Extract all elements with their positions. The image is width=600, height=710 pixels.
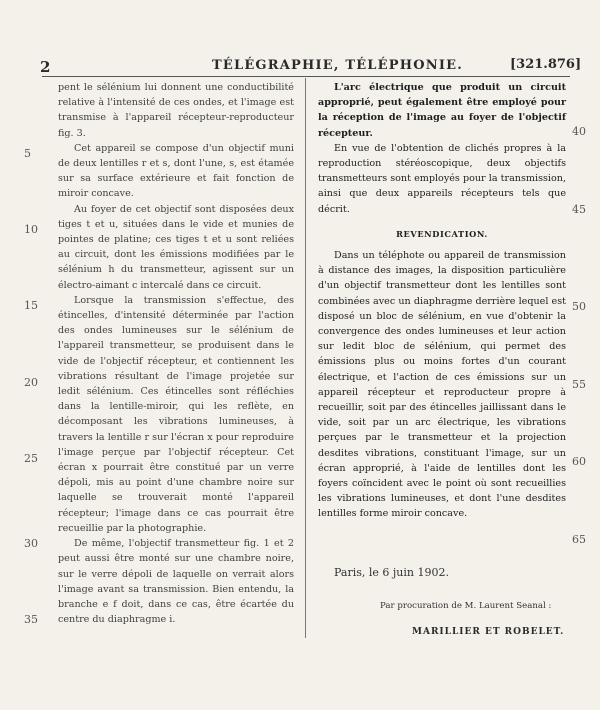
left-paragraph-1: pent le sélénium lui donnent une conductibilité relative à l'intensité de ces ondes, et l'image est transmise à l'appareil récepteur-reproducteur fig. 3.: [58, 82, 294, 139]
line-number: 25: [24, 452, 38, 465]
line-number: 10: [24, 223, 38, 236]
right-paragraph-2: En vue de l'obtention de clichés propres à la reproduction stéréoscopique, deux objectifs transmetteurs sont employés pour la transmission, ainsi que deux appareils récepteurs tels que décrit.: [318, 142, 566, 215]
left-paragraph-4: Lorsque la transmission s'effectue, des étincelles, d'intensité déterminée par l'action des ondes lumineuses sur le sélénium de l'appareil transmetteur, se produisent dans le vide de l'objectif récepteur, et contiennent les vibrations résultant de l'image projetée sur ledit sélénium. Ces étincelles sont réfléchies dans la lentille-miroir, qui les reflète, en décomposant les vibrations lumineuses, à travers la lentille r sur l'écran x pour reproduire l'image perçue par l'objectif récepteur. Cet écran x pourrait être constitué par un verre dépoli, mis au point d'une chambre noire sur laquelle se trouverait monté l'appareil récepteur; l'image dans ce cas pourrait être recueillie par la photographie.: [58, 294, 294, 534]
line-number: 20: [24, 376, 38, 389]
line-number: 45: [572, 203, 586, 216]
right-paragraph-1: L'arc électrique que produit un circuit approprié, peut également être employé pour la réception de l'image au foyer de l'objectif récepteur.: [318, 82, 566, 139]
signature-date: Paris, le 6 juin 1902.: [334, 566, 449, 579]
claim-text: Dans un téléphote ou appareil de transmission à distance des images, la disposition particulière d'un objectif transmetteur dont les lentilles sont combinées avec un diaphragme derrière lequel est disposé un bloc de sélénium, en vue d'obtenir la convergence des ondes lumineuses et leur action sur ledit bloc de sélénium, qui permet des émissions plus ou moins fortes d'un courant électrique, et l'action de ces émissions sur un appareil récepteur et reproducteur propre à recueillir, soit par des étincelles jaillissant dans le vide, soit par un arc électrique, les vibrations perçues par le transmetteur et la projection desdites vibrations, constituant l'image, sur un écran approprié, à l'aide de lentilles dont les foyers coïncident avec le point où sont recueillies les vibrations lumineuses, et dont l'une desdites lentilles forme miroir concave.: [318, 250, 566, 520]
column-divider: [305, 78, 306, 638]
signers: MARILLIER ET ROBELET.: [412, 627, 565, 637]
line-number: 65: [572, 533, 586, 546]
left-column: [58, 80, 294, 627]
proxy-line: Par procuration de M. Laurent Seanal :: [380, 601, 552, 611]
line-number: 15: [24, 299, 38, 312]
line-number: 30: [24, 537, 38, 550]
line-number: 60: [572, 455, 586, 468]
line-number: 50: [572, 300, 586, 313]
line-number: 55: [572, 378, 586, 391]
left-paragraph-5: De même, l'objectif transmetteur fig. 1 et 2 peut aussi être monté sur une chambre noire, sur le verre dépoli de laquelle on verrait alors l'image avant sa transmission. Bien entendu, la branche e f doit, dans ce cas, être écartée du centre du diaphragme i.: [58, 538, 294, 626]
line-number: 5: [24, 147, 31, 160]
line-number: 40: [572, 125, 586, 138]
patent-number: [321.876]: [510, 57, 582, 72]
page-title: TÉLÉGRAPHIE, TÉLÉPHONIE.: [212, 58, 463, 73]
header-divider: [42, 76, 570, 77]
right-column: [318, 80, 566, 522]
claim-heading: REVENDICATION.: [396, 228, 488, 239]
page-number: 2: [40, 58, 51, 76]
left-paragraph-2: Cet appareil se compose d'un objectif muni de deux lentilles r et s, dont l'une, s, est étamée sur sa surface extérieure et fait fonction de miroir concave.: [58, 142, 294, 200]
left-paragraph-3: Au foyer de cet objectif sont disposées deux tiges t et u, situées dans le vide et munies de pointes de platine; ces tiges t et u sont reliées au circuit, dont les émissions modifiées par le sélénium h du transmetteur, agissent sur un électro-aimant c intercalé dans ce circuit.: [58, 203, 294, 291]
line-number: 35: [24, 613, 38, 626]
